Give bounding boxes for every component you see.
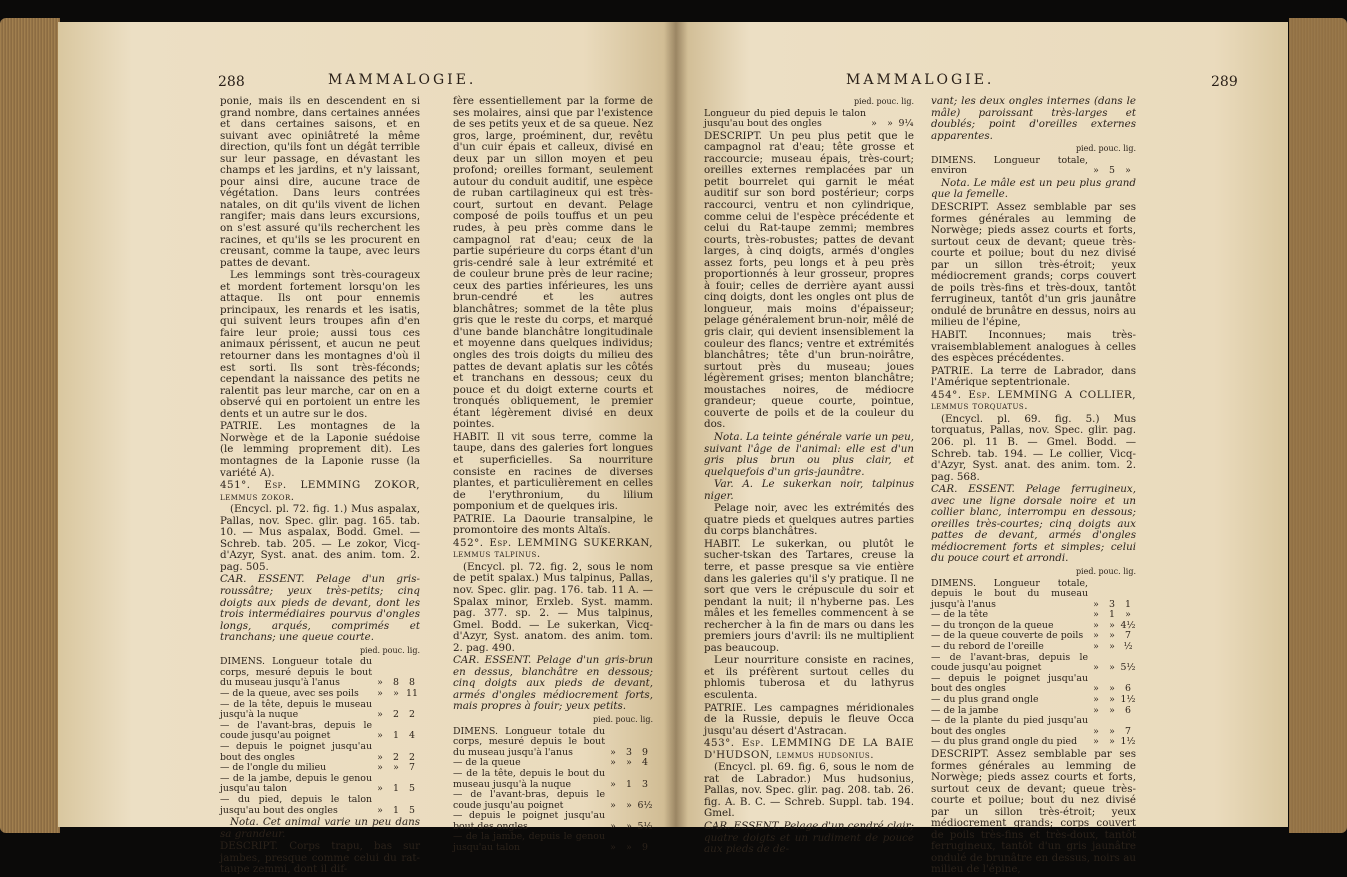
table-row — [453, 727, 653, 759]
dimension-label: — depuis le poignet jusqu'au bout des ongles — [931, 672, 1088, 695]
table-row — [931, 716, 1136, 737]
dimension-value: » — [1093, 725, 1099, 737]
dimension-value: 1½ — [1120, 736, 1136, 748]
dimension-value: » — [610, 820, 616, 832]
dimension-label: — de la plante du pied jusqu'au bout des ongles — [931, 715, 1088, 737]
species-references: (Encycl. pl. 72. fig. 2, sous le nom de petit spalax.) Mus talpinus, Pallas, nov. Spec. glir. pag. 176. tab. 11 A. — Spalax minor, Erxleb. Syst. mamm. pag. 377. sp. 2. — Mus talpinus, Gmel. Bodd. — Le sukerkan, Vicq-d'Azyr, Syst. anatom. des anim. tom. 2. pag. 490. — [453, 560, 653, 654]
essential-characters: CAR. ESSENT. Pelage ferrugineux, avec une ligne dorsale noire et un collier blanc, interrompu en dessous; oreilles très-courtes; cinq doigts aux pattes de devant, armés d'ongles médiocrement forts et simples; celui du pouce court et arrondi. — [931, 483, 1136, 565]
description: DESCRIPT. Un peu plus petit que le campagnol rat d'eau; tête grosse et raccourcie; museau épais, très-court; oreilles externes remplacées par un petit bourrelet qui garnit le méat auditif sur son bord postérieur; corps raccourci, ventru et non cylindrique, comme celui de l'espèce précédente et celui du Rat-taupe zemmi; membres courts, très-robustes; pattes de devant larges, à cinq doigts, armés d'ongles assez forts, peu longs et à peu près proportionnés à leur grosseur, propres à fouir; celles de derrière ayant aussi cinq doigts, dont les ongles ont plus de longueur, mais moins d'épaisseur; pelage généralement brun-noir, mêlé de gris clair, qui devient insensiblement la couleur des flancs; ventre et extrémités blanchâtres; tête d'un brun-noirâtre, surtout près du museau; joues légèrement grises; menton blanchâtre; moustaches noires, de médiocre grandeur; queue courte, pointue, couverte de poils et de la couleur du dos. — [704, 129, 914, 431]
dimension-value: 1 — [393, 783, 399, 795]
description: DESCRIPT. Corps trapu, bas sur jambes, presque comme celui du rat-taupe zemmi, dont il dif- — [220, 840, 420, 876]
running-header: MAMMALOGIE. — [846, 72, 995, 88]
dimension-value: » — [1109, 694, 1115, 706]
dimension-label: — de la tête — [931, 609, 989, 621]
patrie-paragraph: PATRIE. La terre de Labrador, dans l'Amérique septentrionale. — [931, 364, 1136, 389]
right-column-1 — [704, 96, 914, 857]
dimension-value: 6 — [1125, 683, 1131, 695]
dimension-value: 6½ — [637, 799, 653, 811]
dimension-value: 3 — [1109, 598, 1115, 610]
dimension-label: — depuis le poignet jusqu'au bout des ongles — [220, 741, 372, 763]
dimension-value: 1 — [393, 730, 399, 742]
dimension-value: » — [1109, 704, 1115, 716]
dimension-value: » — [377, 677, 383, 689]
dimension-value: » — [393, 762, 399, 774]
dimension-value: 5½ — [637, 820, 653, 832]
species-heading: 454°. Esp. LEMMING A COLLIER, lemmus torquatus. — [931, 388, 1136, 413]
dimension-value: 6 — [1125, 704, 1131, 716]
table-row — [931, 156, 1136, 177]
dimension-value: 5½ — [1120, 662, 1136, 674]
dimension-value: » — [377, 751, 383, 763]
species-heading: 451°. Esp. LEMMING ZOKOR, lemmus zokor. — [220, 479, 420, 503]
dimension-value: » — [1109, 619, 1115, 631]
species-references: (Encycl. pl. 69. fig. 5.) Mus torquatus, Pallas, nov. Spec. glir. pag. 206. pl. 11 B. — Gmel. Bodd. — Schreb. tab. 194. — Le collier, Vicq-d'Azyr, Syst. anat. des anim. tom. 2. pag. 568. — [931, 412, 1136, 483]
dimension-value: 4 — [642, 757, 648, 769]
left-page-edges — [0, 18, 60, 833]
dimension-value: » — [1109, 662, 1115, 674]
dimension-value: 7 — [1125, 725, 1131, 737]
dimension-value: » — [1109, 683, 1115, 695]
dimension-value: » — [1109, 736, 1115, 748]
left-column-2 — [453, 96, 653, 855]
dimension-value: 1 — [626, 778, 632, 790]
right-column-2 — [931, 96, 1136, 877]
habit-paragraph: HABIT. Inconnues; mais très-vraisemblablement analogues à celles des espèces précédentes. — [931, 329, 1136, 365]
table-row — [220, 742, 420, 763]
dimension-value: » — [1109, 630, 1115, 642]
left-page — [58, 22, 676, 876]
dimension-label: — du plus grand ongle du pied — [931, 736, 1078, 748]
dimension-value: » — [887, 118, 893, 130]
habit-paragraph: HABIT. Il vit sous terre, comme la taupe, dans des galeries fort longues et superficielles. Sa nourriture consiste en racines de diverses plantes, et particulièrement en celles de l'erythronium, du lilium pomponium et de quelques iris. — [453, 430, 653, 513]
dimension-value: 5 — [409, 804, 415, 816]
description: DESCRIPT. Assez semblable par ses formes générales au lemming de Norwège; pieds assez courts et forts, surtout ceux de devant; queue très-courte et poilue; bout du nez divisé par un sillon très-étroit; yeux médiocrement grands; corps couvert de poils très-fins et très-doux, tantôt ferrugineux, tantôt d'un gris jaunâtre ondulé de brunâtre en dessus, noirs au milieu de l'épine, — [931, 201, 1136, 329]
dimension-value: 3 — [642, 778, 648, 790]
dimension-value: » — [610, 842, 616, 854]
dimension-label: — de la jambe, depuis le genou jusqu'au talon — [220, 772, 372, 795]
dimension-label: — de la queue couverte de poils — [931, 630, 1084, 642]
table-row — [220, 657, 420, 689]
dimension-units: pied. pouc. lig. — [359, 645, 420, 655]
dimension-value: » — [626, 820, 632, 832]
dimension-label: — de la jambe — [931, 704, 999, 716]
dimension-label: — du tronçon de la queue — [931, 619, 1054, 631]
dimension-value: » — [1093, 630, 1099, 642]
species-heading: 453°. Esp. LEMMING DE LA BAIE D'HUDSON, lemmus hudsonius. — [704, 737, 914, 761]
dimension-value: » — [377, 783, 383, 795]
nota: Nota. Le mâle est un peu plus grand que la femelle. — [931, 176, 1136, 201]
dimension-value: » — [871, 118, 877, 130]
dimension-label: — depuis le poignet jusqu'au bout des ongles — [453, 810, 605, 832]
dimension-value: » — [1093, 736, 1099, 748]
nota: Nota. Cet animal varie un peu dans sa grandeur. — [220, 816, 420, 840]
dimension-label: DIMENS. Longueur totale, environ — [931, 154, 1088, 177]
table-row — [453, 832, 653, 853]
dimension-value: » — [1093, 598, 1099, 610]
dimension-value: 5 — [409, 783, 415, 795]
dimension-value: » — [1109, 641, 1115, 653]
dimension-label: — de la queue — [453, 757, 521, 769]
table-row — [220, 700, 420, 721]
dimension-value: » — [1125, 609, 1131, 621]
dimension-value: 7 — [1125, 630, 1131, 642]
dimension-value: » — [1109, 725, 1115, 737]
dimension-value: ½ — [1123, 641, 1133, 653]
table-row — [453, 811, 653, 832]
dimension-value: » — [1093, 694, 1099, 706]
dimension-value: 8 — [409, 677, 415, 689]
nota: Nota. La teinte générale varie un peu, suivant l'âge de l'animal: elle est d'un gris plus brun ou plus clair, et quelquefois d'un gris-jaunâtre. — [704, 430, 914, 478]
book-gutter — [664, 22, 688, 827]
table-row — [453, 769, 653, 790]
table-row — [931, 653, 1136, 674]
dimension-value: » — [626, 842, 632, 854]
paragraph: Les lemmings sont très-courageux et mordent fortement lorsqu'on les attaque. Ils ont pour ennemis principaux, les renards et les isatis, qui suivent leurs troupes afin d'en faire leur proie; aussi tous ces animaux périssent, et aucun ne peut retourner dans les montagnes d'où il est sorti. Ils sont très-féconds; cependant la naissance des petits ne ralentit pas leur marche, car on en a observé qui en portoient un entre les dents et un autre sur le dos. — [220, 269, 420, 420]
dimension-label: — de l'avant-bras, depuis le coude jusqu'au poignet — [453, 789, 605, 811]
description: DESCRIPT. Assez semblable par ses formes générales au lemming de Norwège; pieds assez courts et forts, surtout ceux de devant; queue très-courte et poilue; bout du nez divisé par un sillon très-étroit; yeux médiocrement grands; corps couvert de poils très-fins et très-doux, tantôt ferrugineux, tantôt d'un gris jaunâtre ondulé de brunâtre en dessus, noirs au milieu de l'épine, — [931, 748, 1136, 876]
habit-paragraph: HABIT. Le sukerkan, ou plutôt le sucher-tskan des Tartares, creuse la terre, et passe presque sa vie entière dans les galeries qu'il s'y pratique. Il ne sort que vers le crépuscule du soir et pendant la nuit; il n'hyberne pas. Les mâles et les femelles commencent à se rechercher à la fin de mars ou dans les premiers jours d'avril: ils ne multiplient pas beaucoup. — [704, 537, 914, 654]
right-page-edges — [1289, 18, 1347, 833]
dimension-value: » — [610, 778, 616, 790]
species-references: (Encycl. pl. 72. fig. 1.) Mus aspalax, Pallas, nov. Spec. glir. pag. 165. tab. 10. — Mus aspalax, Bodd. Gmel. — Schreb. tab. 205. — Le zokor, Vicq-d'Azyr, Syst. anat. des anim. tom. 2. pag. 505. — [220, 503, 420, 573]
dimension-label: DIMENS. Longueur totale du corps, mesuré depuis le bout du museau jusqu'à l'anus — [453, 725, 605, 758]
dimension-value: » — [1093, 683, 1099, 695]
dimension-units: pied. pouc. lig. — [1075, 144, 1136, 154]
dimension-value: » — [377, 762, 383, 774]
dimension-label: — de l'avant-bras, depuis le coude jusqu'au poignet — [220, 719, 372, 742]
dimension-value: » — [1093, 641, 1099, 653]
dimension-value: 2 — [409, 751, 415, 763]
dimension-label: — de l'ongle du milieu — [220, 762, 327, 774]
patrie-paragraph: PATRIE. Les montagnes de la Norwège et de la Laponie suédoise (le lemming proprement dit). Les montagnes de la Laponie russe (la variété A). — [220, 420, 420, 479]
dimension-units: pied. pouc. lig. — [853, 97, 914, 106]
description: fère essentiellement par la forme de ses molaires, ainsi que par l'existence de ses petits yeux et de sa queue. Nez gros, large, proéminent, dur, revêtu d'un cuir épais et calleux, divisé en deux par un sillon moyen et peu profond; oreilles formant, seulement autour du conduit auditif, une espèce de ruban cartilagineux qui est très-court, surtout en devant. Pelage composé de poils touffus et un peu rudes, à peu près comme dans le campagnol rat d'eau; ceux de la partie supérieure du corps étant d'un gris-cendré sale à leur extrémité et de couleur brune près de leur racine; ceux des parties inférieures, les uns brun-cendré et les autres blanchâtres; sommet de la tête plus gris que le reste du corps, et marqué d'une bande blanchâtre longitudinale et moyenne dans quelques individus; ongles des trois doigts du milieu des pattes de devant aplatis sur les côtés et tranchans en dessous; ceux du pouce et du doigt externe courts et tronqués obliquement, le premier étant légèrement divisé en deux pointes. — [453, 95, 653, 431]
essential-characters: CAR. ESSENT. Pelage d'un gris-roussâtre; yeux très-petits; cinq doigts aux pieds de devant, dont les trois intermédiaires pourvus d'ongles longs, arqués, comprimés et tranchans; une queue courte. — [220, 573, 420, 644]
species-heading: 452°. Esp. LEMMING SUKERKAN, lemmus talpinus. — [453, 536, 653, 561]
variety-description: Pelage noir, avec les extrémités des quatre pieds et quelques autres parties du corps blanchâtres. — [704, 502, 914, 538]
dimension-label: — du plus grand ongle — [931, 694, 1039, 706]
dimension-label: — de la tête, depuis le museau jusqu'à la nuque — [220, 698, 372, 721]
dimension-label: — du rebord de l'oreille — [931, 641, 1044, 653]
dimension-value: » — [1093, 619, 1099, 631]
dimension-value: » — [377, 730, 383, 742]
dimension-value: 5 — [1109, 165, 1115, 177]
essential-characters: vant; les deux ongles internes (dans le mâle) paroissant très-larges et doublés; point d'oreilles externes apparentes. — [931, 95, 1136, 142]
dimension-value: » — [610, 757, 616, 769]
dimensions-table — [704, 109, 914, 130]
dimension-value: 2 — [409, 709, 415, 721]
dimension-label: DIMENS. Longueur totale, depuis le bout du museau jusqu'à l'anus — [931, 577, 1088, 610]
table-row — [220, 721, 420, 742]
dimension-value: 9 — [642, 842, 648, 854]
dimension-value: » — [377, 688, 383, 700]
dimension-label: — de la jambe, depuis le genou jusqu'au talon — [453, 831, 605, 854]
dimension-value: 3 — [626, 746, 632, 758]
dimension-value: 2 — [393, 751, 399, 763]
dimension-value: 9 — [642, 746, 648, 758]
essential-characters: CAR. ESSENT. Pelage d'un gris-brun en dessus, blanchâtre en dessous; cinq doigts aux pieds de devant, armés d'ongles médiocrement forts, mais propres à fouir; yeux petits. — [453, 654, 653, 713]
dimensions-table — [220, 657, 420, 816]
dimension-value: » — [1093, 609, 1099, 621]
dimension-label: — de l'avant-bras, depuis le coude jusqu'au poignet — [931, 651, 1088, 674]
dimension-value: 1½ — [1120, 694, 1136, 706]
table-row — [220, 774, 420, 795]
essential-characters: CAR. ESSENT. Pelage d'un cendré clair; quatre doigts et un rudiment de pouce aux pieds de de- — [704, 820, 914, 856]
table-row — [931, 674, 1136, 695]
table-row — [453, 790, 653, 811]
dimension-label: — du pied, depuis le talon jusqu'au bout des ongles — [220, 793, 372, 816]
patrie-paragraph: PATRIE. La Daourie transalpine, le promontoire des monts Altaïs. — [453, 512, 653, 537]
dimension-label: Longueur du pied depuis le talon jusqu'au bout des ongles — [704, 107, 866, 130]
right-page — [676, 22, 1288, 876]
dimension-value: 4 — [409, 730, 415, 742]
dimension-value: » — [1093, 165, 1099, 177]
dimension-value: » — [1093, 662, 1099, 674]
table-row — [931, 579, 1136, 611]
dimensions-table — [453, 727, 653, 854]
dimension-label: DIMENS. Longueur totale du corps, mesuré depuis le bout du museau jusqu'à l'anus — [220, 656, 372, 689]
running-header: MAMMALOGIE. — [328, 72, 477, 88]
dimension-value: » — [377, 709, 383, 721]
dimension-value: » — [610, 746, 616, 758]
variety-heading: Var. A. Le sukerkan noir, talpinus niger. — [704, 478, 914, 502]
dimensions-table — [931, 156, 1136, 177]
dimension-units: pied. pouc. lig. — [592, 714, 653, 724]
dimension-value: » — [393, 688, 399, 700]
dimension-value: » — [377, 804, 383, 816]
left-column-1 — [220, 96, 420, 877]
dimension-value: 7 — [409, 762, 415, 774]
dimension-label: — de la queue, avec ses poils — [220, 688, 359, 700]
dimension-value: » — [1125, 165, 1131, 177]
dimension-value: » — [626, 757, 632, 769]
dimension-value: 8 — [393, 677, 399, 689]
species-references: (Encycl. pl. 69. fig. 6, sous le nom de rat de Labrador.) Mus hudsonius, Pallas, nov. Spec. glir. pag. 208. tab. 26. fig. A. B. C. — Schreb. Suppl. tab. 194. Gmel. — [704, 761, 914, 820]
dimension-value: 2 — [393, 709, 399, 721]
dimension-value: 4½ — [1120, 619, 1136, 631]
dimension-value: 1 — [1125, 598, 1131, 610]
dimension-value: » — [626, 799, 632, 811]
page-number: 289 — [1211, 74, 1238, 90]
dimension-value: 11 — [406, 688, 418, 700]
paragraph: Leur nourriture consiste en racines, et ils préfèrent surtout celles du phlomis tuberosa et du lathyrus esculenta. — [704, 654, 914, 701]
patrie-paragraph: PATRIE. Les campagnes méridionales de la Russie, depuis le fleuve Occa jusqu'au désert d'Astracan. — [704, 701, 914, 737]
dimension-value: 1 — [393, 804, 399, 816]
dimensions-table — [931, 579, 1136, 749]
dimension-label: — de la tête, depuis le bout du museau jusqu'à la nuque — [453, 767, 605, 790]
table-row — [931, 737, 1136, 748]
dimension-value: » — [1093, 704, 1099, 716]
dimension-value: » — [610, 799, 616, 811]
dimension-value: 9¼ — [898, 118, 914, 130]
table-row — [704, 109, 914, 130]
dimension-units: pied. pouc. lig. — [1075, 566, 1136, 576]
dimension-value: 1 — [1109, 609, 1115, 621]
paragraph: ponie, mais ils en descendent en si grand nombre, dans certaines années et dans certaines saisons, et en suivant avec opiniâtreté la même direction, qu'ils font un dégât terrible sur leur passage, en dévastant les champs et les jardins, et n'y laissant, pour ainsi dire, aucune trace de végétation. Dans leurs contrées natales, on dit qu'ils vivent de lichen rangifer; mais dans leurs excursions, on s'est assuré qu'ils recherchent les racines, et qu'ils se les procurent en creusant, comme la taupe, avec leurs pattes de devant. — [220, 95, 420, 269]
page-number: 288 — [218, 74, 245, 90]
table-row — [220, 795, 420, 816]
